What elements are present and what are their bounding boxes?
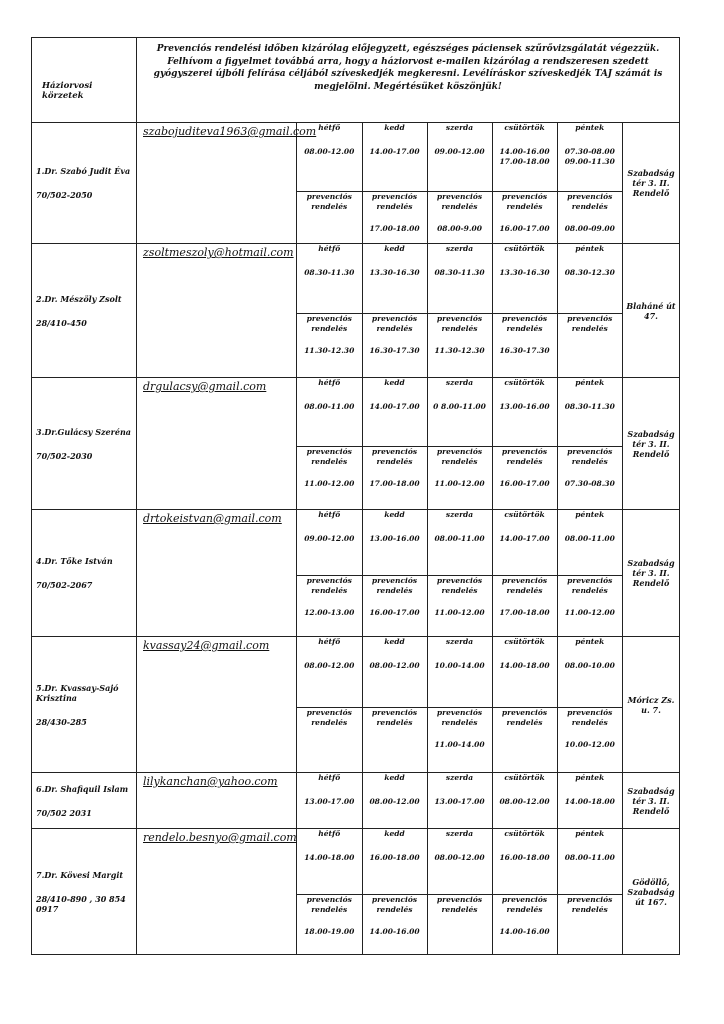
doctor-email-cell [137, 829, 297, 955]
office-hours: 10.00-14.00 [434, 661, 485, 670]
doctor-email[interactable]: zsoltmeszoly@hotmail.com [143, 246, 294, 259]
doctor-row [32, 378, 680, 510]
notice-text: Prevenciós rendelési időben kizárólag előjegyzett, egészséges páciensek szűrővizsgálatát végezzük. Felhívom a figyelmet továbbá arra, hogy a háziorvost e-mailen kizárólag a rendszeresen szedett gyógyszerei újbóli felírása céljából szíveskedjék megkeresni. Levélíráskor szíveskedjék TAJ számát is megjelölni. Megértésüket köszönjük! [137, 38, 680, 123]
prevention-label: prevenciós rendelés [306, 446, 352, 466]
office-hours: 08.30-11.30 [304, 268, 355, 277]
office-hours: 13.00-16.00 [499, 402, 550, 411]
office-hours: 08.00-12.00 [499, 797, 550, 806]
prevention-cell [557, 446, 622, 509]
day-hours [297, 637, 362, 708]
doctor-info [32, 773, 137, 829]
prevention-cell [427, 446, 492, 509]
office-hours: 13.00-17.00 [434, 797, 485, 806]
office-hours: 0 8.00-11.00 [433, 402, 486, 411]
day-hours [492, 378, 557, 446]
doctor-row [32, 637, 680, 773]
day-name: szerda [445, 244, 474, 253]
office-hours: 08.00-11.00 [564, 534, 615, 543]
weekly-hours [297, 510, 623, 637]
day-hours [492, 637, 557, 708]
prevention-label: prevenciós rendelés [501, 446, 548, 466]
day-hours [492, 510, 557, 576]
prevention-label: prevenciós rendelés [371, 894, 418, 914]
prevention-hours: 14.00-16.00 [499, 926, 550, 936]
prevention-cell [492, 191, 557, 243]
prevention-hours: 12.00-13.00 [304, 608, 355, 618]
doctor-name: 6.Dr. Shafiquil Islam [36, 783, 129, 794]
day-name: kedd [384, 123, 405, 132]
doctor-phone: 70/502-2050 [36, 190, 93, 200]
office-location: Szabadság tér 3. II. Rendelő [623, 773, 680, 829]
districts-label: Háziorvosi körzetek [32, 38, 137, 123]
day-hours [557, 637, 622, 708]
day-grid [297, 123, 622, 243]
office-hours: 08.00-11.00 [434, 534, 485, 543]
prevention-label: prevenciós rendelés [501, 894, 548, 914]
day-name: péntek [575, 829, 605, 838]
prevention-label: prevenciós rendelés [371, 576, 418, 596]
day-name: péntek [575, 510, 605, 519]
day-hours [557, 123, 622, 191]
office-hours: 08.30-12.30 [564, 268, 615, 277]
doctor-row [32, 510, 680, 637]
day-grid [297, 637, 622, 772]
day-name: hétfő [318, 123, 341, 132]
prevention-label: prevenciós rendelés [436, 576, 483, 596]
prevention-cell [297, 191, 362, 243]
doctor-row [32, 829, 680, 955]
prevention-label: prevenciós rendelés [436, 313, 483, 333]
day-name: csütörtök [504, 244, 545, 253]
office-hours: 16.00-18.00 [499, 853, 550, 862]
prevention-hours: 11.00-12.00 [434, 608, 485, 618]
prevention-hours: 08.00-09.00 [564, 223, 615, 233]
day-name: hétfő [318, 637, 341, 646]
prevention-hours: 11.00-14.00 [434, 740, 485, 750]
prevention-label: prevenciós rendelés [306, 894, 352, 914]
day-grid [297, 510, 622, 636]
day-name: szerda [445, 510, 474, 519]
day-name: szerda [445, 123, 474, 132]
day-name: kedd [384, 637, 405, 646]
prevention-label: prevenciós rendelés [306, 313, 352, 333]
prevention-hours: 16.00-17.00 [499, 478, 550, 488]
prevention-cell [557, 191, 622, 243]
prevention-cell [362, 446, 427, 509]
doctor-row [32, 123, 680, 244]
prevention-cell [362, 894, 427, 954]
day-name: kedd [384, 773, 405, 782]
prevention-hours: 17.00-18.00 [499, 608, 550, 618]
prevention-cell [362, 576, 427, 636]
prevention-cell [297, 313, 362, 377]
prevention-label: prevenciós rendelés [501, 708, 548, 728]
office-hours: 08.00-10.00 [564, 661, 615, 670]
doctor-email-cell [137, 123, 317, 244]
office-location: Gödöllő, Szabadság út 167. [623, 829, 680, 955]
prevention-cell [492, 708, 557, 772]
doctor-info [32, 378, 137, 510]
office-hours: 14.00-18.00 [304, 853, 355, 862]
prevention-label: prevenciós rendelés [371, 708, 418, 728]
day-hours [362, 637, 427, 708]
office-hours: 08.00-12.00 [304, 661, 355, 670]
office-hours: 14.00-17.00 [499, 534, 550, 543]
day-hours [427, 510, 492, 576]
day-hours [557, 510, 622, 576]
prevention-hours: 18.00-19.00 [304, 926, 355, 936]
prevention-label: prevenciós rendelés [567, 708, 613, 728]
doctor-email-cell [137, 378, 297, 510]
prevention-cell [427, 894, 492, 954]
day-name: hétfő [318, 244, 341, 253]
prevention-label: prevenciós rendelés [436, 894, 483, 914]
prevention-cell [492, 313, 557, 377]
prevention-cell [492, 576, 557, 636]
day-name: csütörtök [504, 829, 545, 838]
prevention-cell [427, 708, 492, 772]
prevention-label: prevenciós rendelés [567, 894, 613, 914]
day-name: kedd [384, 829, 405, 838]
doctor-name: 5.Dr. Kvassay-Sajó Krisztina [36, 682, 119, 703]
day-name: kedd [384, 378, 405, 387]
office-hours: 09.00-12.00 [434, 147, 485, 156]
doctor-phone: 28/430-285 [36, 716, 87, 727]
day-hours [427, 829, 492, 894]
day-hours [297, 510, 362, 576]
day-hours [427, 123, 492, 191]
doctor-info [32, 637, 137, 773]
doctor-email-cell [137, 773, 297, 829]
day-name: csütörtök [504, 378, 545, 387]
office-hours: 14.00-18.00 [564, 797, 615, 806]
day-hours [297, 378, 362, 446]
office-hours: 14.00-17.00 [369, 147, 420, 156]
day-hours [492, 244, 557, 313]
prevention-label: prevenciós rendelés [371, 446, 418, 466]
office-hours: 08.30-11.30 [564, 402, 615, 411]
office-hours: 08.30-11.30 [434, 268, 485, 277]
office-hours: 08.00-12.00 [434, 853, 485, 862]
day-hours [362, 244, 427, 313]
doctor-phone: 70/502 2031 [36, 807, 92, 818]
doctor-name: 7.Dr. Kövesi Margit [36, 869, 124, 880]
doctor-name: 1.Dr. Szabó Judit Éva [36, 166, 131, 176]
doctor-email-cell [137, 244, 297, 378]
prevention-cell [427, 576, 492, 636]
office-location: Szabadság tér 3. II. Rendelő [623, 510, 680, 637]
prevention-cell [427, 191, 492, 243]
weekly-hours [297, 773, 623, 829]
prevention-cell [362, 708, 427, 772]
prevention-hours: 17.00-18.00 [369, 223, 420, 233]
weekly-hours [297, 123, 623, 244]
doctor-email[interactable]: szabojuditeva1963@gmail.com [143, 125, 317, 138]
prevention-cell [297, 576, 362, 636]
weekly-hours [297, 829, 623, 955]
doctor-email[interactable]: rendelo.besnyo@gmail.com [143, 831, 297, 844]
doctor-email[interactable]: drtokeistvan@gmail.com [143, 512, 282, 525]
prevention-cell [492, 446, 557, 509]
day-name: péntek [575, 123, 605, 132]
prevention-label: prevenciós rendelés [306, 191, 352, 211]
notice-row [32, 38, 680, 123]
weekly-hours [297, 378, 623, 510]
day-hours [492, 773, 557, 828]
prevention-label: prevenciós rendelés [436, 446, 483, 466]
prevention-label: prevenciós rendelés [501, 576, 548, 596]
prevention-cell [557, 708, 622, 772]
office-hours: 07.30-08.00 09.00-11.30 [564, 147, 615, 166]
office-hours: 08.00-11.00 [304, 402, 355, 411]
office-hours: 13.30-16.30 [499, 268, 550, 277]
office-location: Móricz Zs. u. 7. [623, 637, 680, 773]
prevention-label: prevenciós rendelés [371, 191, 418, 211]
day-name: péntek [575, 773, 605, 782]
prevention-hours: 11.30-12.30 [434, 345, 485, 355]
prevention-cell [557, 576, 622, 636]
doctor-email-cell [137, 637, 297, 773]
weekly-hours [297, 244, 623, 378]
office-hours: 14.00-18.00 [499, 661, 550, 670]
doctor-email[interactable]: drgulacsy@gmail.com [143, 380, 267, 393]
doctor-email[interactable]: lilykanchan@yahoo.com [143, 775, 278, 788]
doctor-email-cell [137, 510, 297, 637]
prevention-hours: 11.00-12.00 [434, 478, 485, 488]
office-hours: 13.30-16.30 [369, 268, 420, 277]
prevention-cell [557, 894, 622, 954]
doctor-phone: 70/502-2067 [36, 580, 93, 590]
day-hours [492, 829, 557, 894]
day-name: péntek [575, 244, 605, 253]
doctor-row [32, 773, 680, 829]
day-name: kedd [384, 244, 405, 253]
prevention-hours: 07.30-08.30 [564, 478, 615, 488]
office-location: Blaháné út 47. [623, 244, 680, 378]
day-hours [557, 773, 622, 828]
prevention-label: prevenciós rendelés [436, 191, 483, 211]
day-hours [427, 773, 492, 828]
day-hours [362, 829, 427, 894]
day-hours [427, 244, 492, 313]
day-grid [297, 378, 622, 509]
day-hours [362, 773, 427, 828]
prevention-hours: 16.30-17.30 [369, 345, 420, 355]
prevention-label: prevenciós rendelés [306, 708, 352, 728]
day-name: péntek [575, 378, 605, 387]
day-hours [297, 773, 362, 828]
schedule-table [31, 37, 680, 955]
prevention-hours: 11.00-12.00 [564, 608, 615, 618]
doctor-name: 3.Dr.Gulácsy Szeréna [36, 426, 131, 437]
office-hours: 08.00-11.00 [564, 853, 615, 862]
day-name: szerda [445, 829, 474, 838]
prevention-label: prevenciós rendelés [567, 191, 613, 211]
prevention-hours: 16.00-17.00 [369, 608, 420, 618]
office-hours: 14.00-17.00 [369, 402, 420, 411]
prevention-label: prevenciós rendelés [306, 576, 352, 596]
prevention-cell [427, 313, 492, 377]
doctor-name: 2.Dr. Mészöly Zsolt [36, 293, 122, 304]
prevention-label: prevenciós rendelés [567, 313, 613, 333]
day-hours [557, 378, 622, 446]
doctor-email[interactable]: kvassay24@gmail.com [143, 639, 270, 652]
doctor-phone: 28/410-450 [36, 317, 87, 328]
day-hours [362, 378, 427, 446]
day-name: kedd [384, 510, 405, 519]
prevention-cell [297, 708, 362, 772]
prevention-cell [362, 191, 427, 243]
office-location: Szabadság tér 3. II. Rendelő [623, 123, 680, 244]
day-name: csütörtök [504, 773, 545, 782]
day-name: szerda [445, 637, 474, 646]
doctor-info [32, 829, 137, 955]
prevention-hours: 14.00-16.00 [369, 926, 420, 936]
day-hours [297, 829, 362, 894]
prevention-cell [297, 894, 362, 954]
day-name: hétfő [318, 829, 341, 838]
day-name: szerda [445, 773, 474, 782]
day-hours [427, 637, 492, 708]
day-name: hétfő [318, 510, 341, 519]
day-name: szerda [445, 378, 474, 387]
office-hours: 16.00-18.00 [369, 853, 420, 862]
office-hours: 14.00-16.00 17.00-18.00 [499, 147, 550, 166]
day-grid [297, 773, 622, 828]
prevention-label: prevenciós rendelés [436, 708, 483, 728]
day-hours [492, 123, 557, 191]
day-hours [557, 829, 622, 894]
day-hours [362, 510, 427, 576]
office-hours: 08.00-12.00 [369, 661, 420, 670]
prevention-cell [297, 446, 362, 509]
day-name: csütörtök [504, 123, 545, 132]
prevention-label: prevenciós rendelés [501, 313, 548, 333]
office-hours: 08.00-12.00 [369, 797, 420, 806]
prevention-hours: 16.30-17.30 [499, 345, 550, 355]
doctor-info [32, 510, 137, 637]
day-hours [557, 244, 622, 313]
prevention-label: prevenciós rendelés [501, 191, 548, 211]
prevention-hours: 11.30-12.30 [304, 345, 355, 355]
day-name: csütörtök [504, 637, 545, 646]
doctor-phone: 70/502-2030 [36, 450, 93, 461]
prevention-label: prevenciós rendelés [567, 576, 613, 596]
day-grid [297, 244, 622, 377]
office-hours: 13.00-16.00 [369, 534, 420, 543]
prevention-hours: 16.00-17.00 [499, 223, 550, 233]
day-name: hétfő [318, 773, 341, 782]
prevention-hours: 08.00-9.00 [437, 223, 482, 233]
prevention-hours: 17.00-18.00 [369, 478, 420, 488]
weekly-hours [297, 637, 623, 773]
prevention-cell [492, 894, 557, 954]
prevention-label: prevenciós rendelés [371, 313, 418, 333]
day-hours [362, 123, 427, 191]
office-hours: 13.00-17.00 [304, 797, 355, 806]
doctor-name: 4.Dr. Tőke István [36, 556, 113, 566]
doctor-phone: 28/410-890 , 30 854 0917 [36, 893, 126, 914]
prevention-label: prevenciós rendelés [567, 446, 613, 466]
day-name: péntek [575, 637, 605, 646]
doctor-row [32, 244, 680, 378]
doctor-info [32, 123, 137, 244]
office-hours: 08.00-12.00 [304, 147, 355, 156]
day-hours [427, 378, 492, 446]
prevention-cell [362, 313, 427, 377]
day-name: hétfő [318, 378, 341, 387]
day-grid [297, 829, 622, 954]
day-hours [297, 244, 362, 313]
office-hours: 09.00-12.00 [304, 534, 355, 543]
office-location: Szabadság tér 3. II. Rendelő [623, 378, 680, 510]
prevention-hours: 10.00-12.00 [564, 740, 615, 750]
day-name: csütörtök [504, 510, 545, 519]
prevention-hours: 11.00-12.00 [304, 478, 355, 488]
prevention-cell [557, 313, 622, 377]
doctor-info [32, 244, 137, 378]
